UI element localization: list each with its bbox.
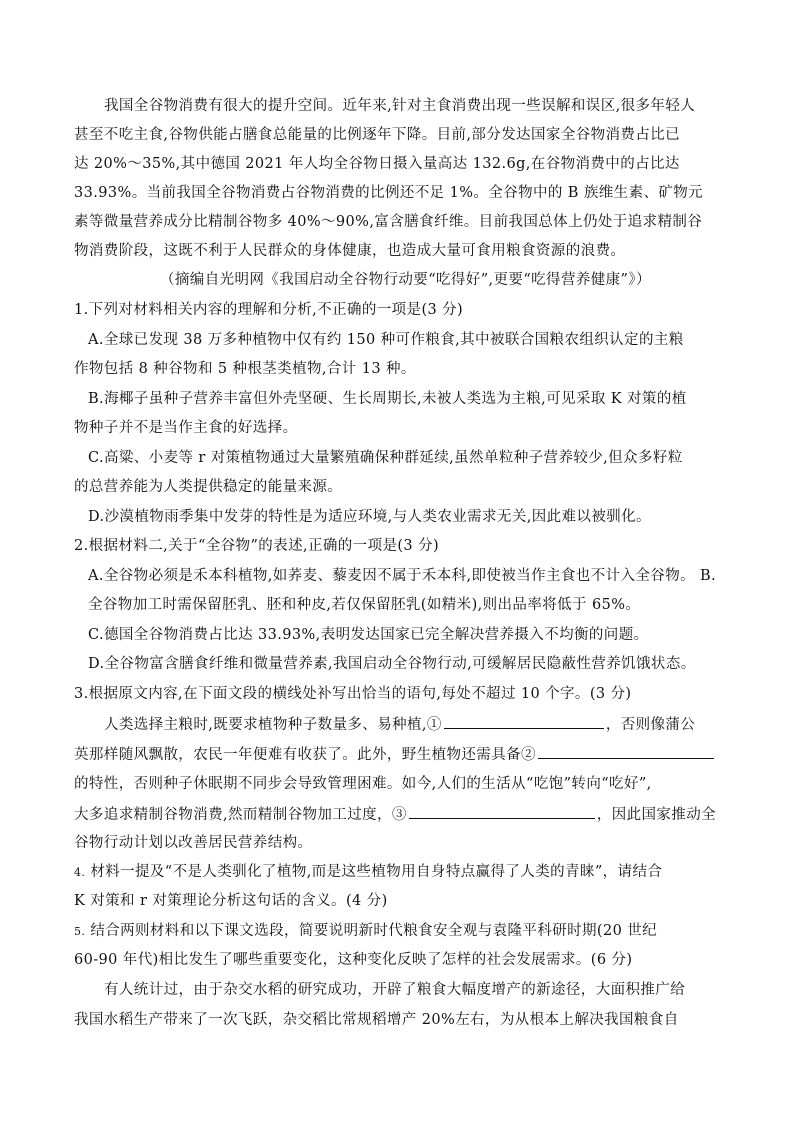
answer-blank-2[interactable] bbox=[538, 744, 714, 759]
q3-text-line bbox=[74, 804, 716, 825]
passage-line: 达 20%～35%,其中德国 2021 年人均全谷物日摄入量高达 132.6g,在谷物消费中的占比达 bbox=[74, 156, 680, 172]
source-citation: （摘编自光明网《我国启动全谷物行动要“吃得好”,更要“吃得营养健康”》） bbox=[160, 272, 651, 288]
q2-option-d: D.全谷物富含膳食纤维和微量营养素,我国启动全谷物行动,可缓解居民隐蔽性营养饥饿状态。 bbox=[88, 656, 696, 672]
q2-option-c: C.德国全谷物消费占比达 33.93%,表明发达国家已完全解决营养摄入不均衡的问题。 bbox=[88, 627, 649, 643]
answer-blank-3[interactable] bbox=[409, 804, 595, 819]
excerpt-line: 我国水稻生产带来了一次飞跃，杂交稻比常规稻增产 20%左右，为从根本上解决我国粮食自 bbox=[74, 1012, 679, 1028]
q3-text: 英那样随风飘散，农民一年便难有收获了。此外，野生植物还需具备② bbox=[74, 747, 536, 763]
question-3-stem: 3.根据原文内容,在下面文段的横线处补写出恰当的语句,每处不超过 10 个字。(3 分) bbox=[74, 686, 632, 702]
passage-line: 物消费阶段，这既不利于人民群众的身体健康，也造成大量可食用粮食资源的浪费。 bbox=[74, 243, 626, 259]
q2-option-a: A.全谷物必须是禾本科植物,如荞麦、藜麦因不属于禾本科,即使被当作主食也不计入全谷物。 B. bbox=[88, 568, 717, 584]
question-5-number: 5. bbox=[74, 925, 86, 938]
q1-option-b-cont: 物种子并不是当作主食的好选择。 bbox=[74, 420, 298, 436]
question-5-stem bbox=[74, 921, 657, 942]
q3-text-line: 谷物行动计划以改善居民营养结构。 bbox=[74, 835, 313, 851]
excerpt-line: 有人统计过，由于杂交水稻的研究成功，开辟了粮食大幅度增产的新途径，大面积推广给 bbox=[104, 982, 686, 998]
question-4-text: 材料一提及“不是人类驯化了植物,而是这些植物用自身特点赢得了人类的青睐”，请结合 bbox=[90, 864, 663, 880]
q3-text-line: 的特性，否则种子休眠期不同步会导致管理困难。如今,人们的生活从“吃饱”转向“吃好”, bbox=[74, 776, 652, 792]
question-4-number: 4. bbox=[74, 866, 86, 879]
q3-text: ，因此国家推动全 bbox=[596, 807, 717, 823]
q3-text: 大多追求精制谷物消费,然而精制谷物加工过度，③ bbox=[74, 807, 407, 823]
q1-option-c-cont: 的总营养能为人类提供稳定的能量来源。 bbox=[74, 479, 343, 495]
question-2-stem: 2.根据材料二,关于“全谷物”的表述,正确的一项是(3 分) bbox=[74, 538, 440, 554]
question-4-cont: K 对策和 r 对策理论分析这句话的含义。(4 分) bbox=[74, 893, 388, 909]
q1-option-c: C.高粱、小麦等 r 对策植物通过大量繁殖确保种群延续,虽然单粒种子营养较少,但众多籽粒 bbox=[88, 450, 683, 466]
passage-line: 素等微量营养成分比精制谷物多 40%～90%,富含膳食纤维。目前我国总体上仍处于追求精制谷 bbox=[74, 214, 703, 230]
q1-option-a: A.全球已发现 38 万多种植物中仅有约 150 种可作粮食,其中被联合国粮农组织认定的主粮 bbox=[88, 332, 684, 348]
passage-line: 甚至不吃主食,谷物供能占膳食总能量的比例逐年下降。目前,部分发达国家全谷物消费占比已 bbox=[74, 127, 681, 143]
q3-text-line bbox=[104, 714, 695, 735]
question-5-cont: 60-90 年代)相比发生了哪些重要变化，这种变化反映了怎样的社会发展需求。(6 分) bbox=[74, 952, 633, 968]
question-1-stem: 1.下列对材料相关内容的理解和分析,不正确的一项是(3 分) bbox=[74, 302, 464, 318]
answer-blank-1[interactable] bbox=[444, 714, 604, 729]
passage-line: 我国全谷物消费有很大的提升空间。近年来,针对主食消费出现一些误解和误区,很多年轻人 bbox=[104, 98, 696, 114]
passage-line: 33.93%。当前我国全谷物消费占谷物消费的比例还不足 1%。全谷物中的 B 族维生素、矿物元 bbox=[74, 185, 704, 201]
q1-option-a-cont: 作物包括 8 种谷物和 5 种根茎类植物,合计 13 种。 bbox=[74, 361, 416, 377]
q1-option-b: B.海椰子虽种子营养丰富但外壳坚硬、生长周期长,未被人类选为主粮,可见采取 K 对策的植 bbox=[88, 391, 687, 407]
question-4-stem bbox=[74, 862, 662, 883]
q3-text-line bbox=[74, 744, 716, 765]
question-5-text: 结合两则材料和以下课文选段，简要说明新时代粮食安全观与袁隆平科研时期(20 世纪 bbox=[90, 923, 658, 939]
q2-option-b: 全谷物加工时需保留胚乳、胚和种皮,若仅保留胚乳(如精米),则出品率将低于 65%。 bbox=[88, 597, 641, 613]
q1-option-d: D.沙漠植物雨季集中发芽的特性是为适应环境,与人类农业需求无关,因此难以被驯化。 bbox=[88, 509, 651, 525]
q3-text: ，否则像蒲公 bbox=[605, 717, 696, 733]
q3-text: 人类选择主粮时,既要求植物种子数量多、易种植,① bbox=[104, 717, 442, 733]
